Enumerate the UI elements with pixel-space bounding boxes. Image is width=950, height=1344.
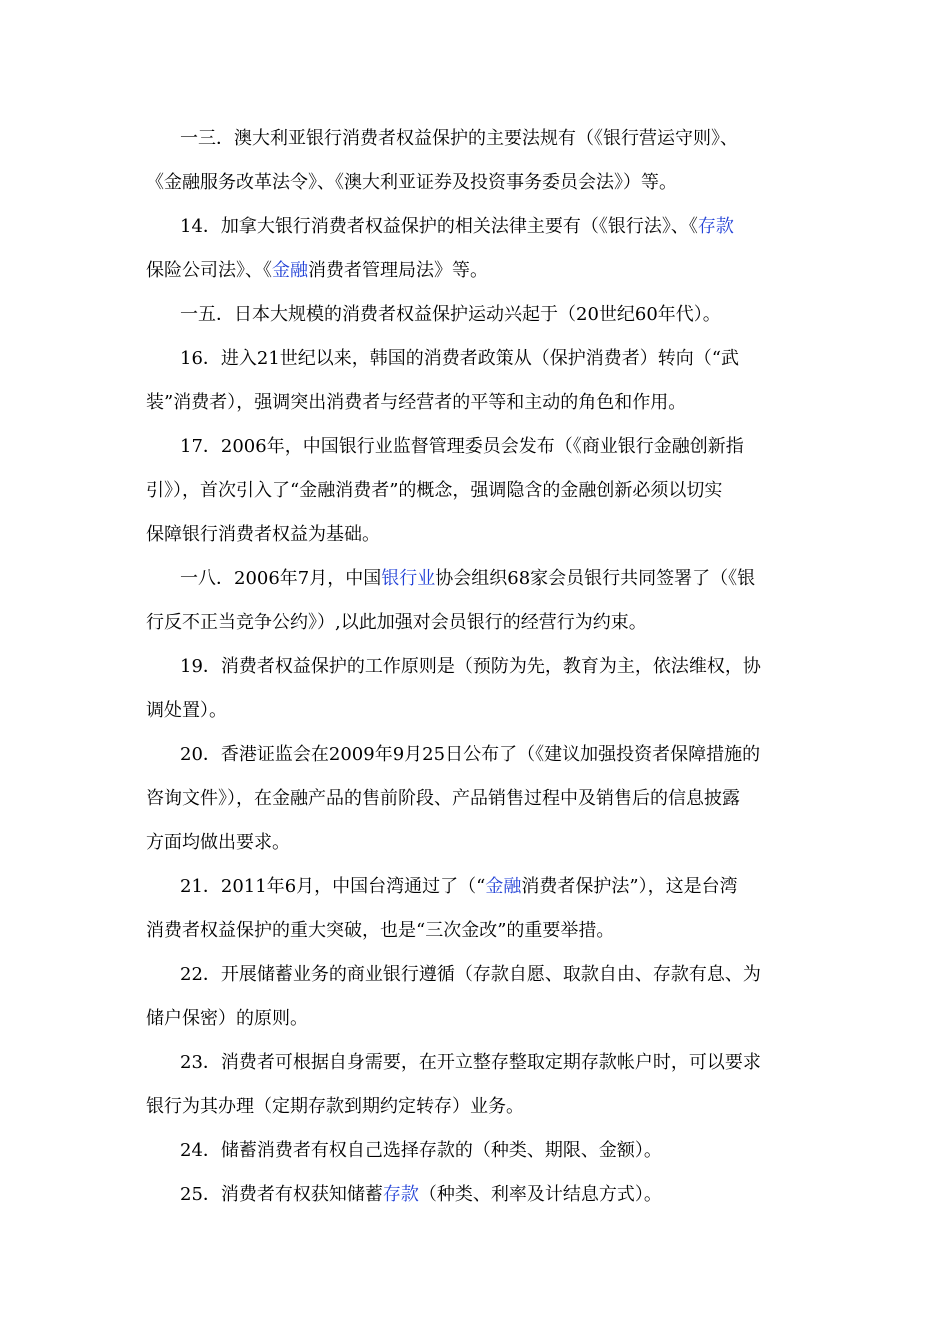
hyperlink[interactable]: 银行业 [381, 568, 436, 589]
text-span: 22．开展储蓄业务的商业银行遵循（存款自愿、取款自由、存款有息、为 [180, 964, 761, 985]
text-span: 14．加拿大银行消费者权益保护的相关法律主要有（《银行法》、《 [180, 216, 698, 237]
text-span: 一八．2006年7月，中国 [180, 568, 382, 589]
hyperlink[interactable]: 存款 [382, 1184, 419, 1205]
document-body [146, 117, 806, 1217]
text-span: 装”消费者），强调突出消费者与经营者的平等和主动的角色和作用。 [146, 392, 687, 413]
text-line [146, 161, 806, 205]
list-item [146, 205, 806, 293]
text-line [146, 249, 806, 293]
text-span: 方面均做出要求。 [146, 832, 290, 853]
text-span: 银行为其办理（定期存款到期约定转存）业务。 [146, 1096, 524, 1117]
list-item [146, 293, 806, 337]
text-line [146, 733, 806, 777]
text-line [146, 1041, 806, 1085]
list-item [146, 865, 806, 953]
text-line [146, 997, 806, 1041]
list-item [146, 953, 806, 1041]
text-span: 调处置）。 [146, 700, 227, 721]
list-item [146, 117, 806, 205]
list-item [146, 1129, 806, 1173]
hyperlink[interactable]: 金融 [272, 260, 308, 281]
text-line [146, 953, 806, 997]
text-line [146, 337, 806, 381]
list-item [146, 1041, 806, 1129]
text-line [146, 689, 806, 733]
text-span: 行反不正当竞争公约》）,以此加强对会员银行的经营行为约束。 [146, 612, 647, 633]
text-line [146, 777, 806, 821]
text-span: （种类、利率及计结息方式）。 [418, 1184, 662, 1205]
text-line [146, 1129, 806, 1173]
text-line [146, 1173, 806, 1217]
text-line [146, 601, 806, 645]
text-span: 16．进入21世纪以来，韩国的消费者政策从（保护消费者）转向（“武 [180, 348, 740, 369]
text-span: 引》），首次引入了“金融消费者”的概念，强调隐含的金融创新必须以切实 [146, 480, 723, 501]
text-line [146, 865, 806, 909]
text-line [146, 293, 806, 337]
text-span: 保障银行消费者权益为基础。 [146, 524, 380, 545]
text-line [146, 425, 806, 469]
list-item [146, 645, 806, 733]
text-line [146, 909, 806, 953]
list-item [146, 557, 806, 645]
text-line [146, 469, 806, 513]
list-item [146, 337, 806, 425]
text-span: 一五．日本大规模的消费者权益保护运动兴起于（20世纪60年代）。 [180, 304, 721, 325]
text-span: 17．2006年，中国银行业监督管理委员会发布（《商业银行金融创新指 [180, 436, 744, 457]
list-item [146, 425, 806, 557]
text-span: 19．消费者权益保护的工作原则是（预防为先，教育为主，依法维权，协 [180, 656, 761, 677]
list-item [146, 733, 806, 865]
text-span: 消费者保护法”），这是台湾 [521, 876, 738, 897]
hyperlink[interactable]: 存款 [697, 216, 734, 237]
text-span: 20．香港证监会在2009年9月25日公布了（《建议加强投资者保障措施的 [180, 744, 761, 765]
text-span: 保险公司法》、《 [146, 260, 272, 281]
text-line [146, 1085, 806, 1129]
text-span: 《金融服务改革法令》、《澳大利亚证券及投资事务委员会法》）等。 [146, 172, 677, 193]
text-span: 24．储蓄消费者有权自己选择存款的（种类、期限、金额）。 [180, 1140, 662, 1161]
text-line [146, 557, 806, 601]
text-span: 25．消费者有权获知储蓄 [180, 1184, 383, 1205]
text-span: 一三．澳大利亚银行消费者权益保护的主要法规有（《银行营运守则》、 [180, 128, 738, 149]
text-line [146, 381, 806, 425]
text-line [146, 513, 806, 557]
text-line [146, 117, 806, 161]
text-span: 储户保密）的原则。 [146, 1008, 308, 1029]
text-span: 协会组织68家会员银行共同签署了（《银 [435, 568, 756, 589]
text-line [146, 645, 806, 689]
text-line [146, 821, 806, 865]
text-span: 23．消费者可根据自身需要，在开立整存整取定期存款帐户时，可以要求 [180, 1052, 761, 1073]
text-span: 21．2011年6月，中国台湾通过了（“ [180, 876, 486, 897]
text-span: 消费者管理局法》等。 [308, 260, 488, 281]
text-span: 咨询文件》），在金融产品的售前阶段、产品销售过程中及销售后的信息披露 [146, 788, 740, 809]
text-line [146, 205, 806, 249]
text-span: 消费者权益保护的重大突破，也是“三次金改”的重要举措。 [146, 920, 615, 941]
hyperlink[interactable]: 金融 [485, 876, 522, 897]
list-item [146, 1173, 806, 1217]
